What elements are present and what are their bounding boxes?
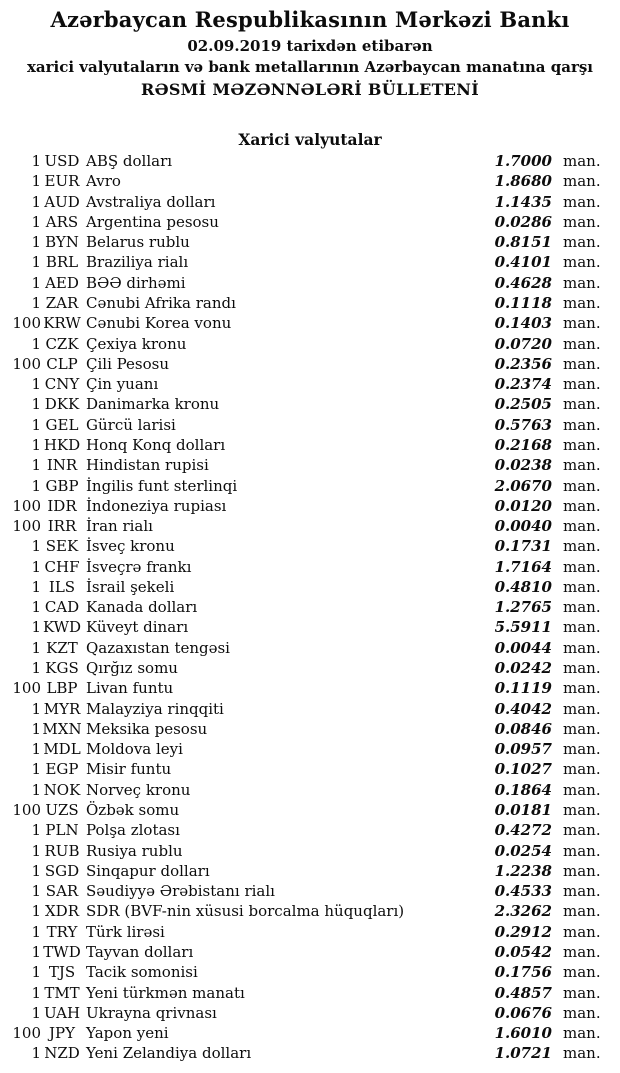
currency-name-cell: Yeni Zelandiya dolları bbox=[86, 1044, 252, 1063]
currency-name-cell: Özbək somu bbox=[86, 801, 180, 819]
currency-name-cell: İndoneziya rupiası bbox=[86, 496, 227, 515]
table-row bbox=[0, 415, 602, 435]
currency-name-cell: Çexiya kronu bbox=[86, 334, 187, 353]
currency-code-cell: AED bbox=[45, 273, 79, 292]
rate-value-cell: 0.0181 bbox=[494, 801, 552, 819]
currency-code-cell: INR bbox=[46, 456, 78, 475]
table-row bbox=[0, 496, 602, 516]
table-row bbox=[0, 1043, 602, 1063]
unit-label: man. bbox=[563, 293, 601, 312]
currency-name-cell: Yapon yeni bbox=[86, 1024, 169, 1043]
table-row bbox=[0, 374, 602, 394]
table-row bbox=[0, 516, 602, 536]
currency-name-cell: Malayziya rinqqiti bbox=[86, 699, 224, 718]
quantity-cell: 1 bbox=[31, 192, 41, 211]
currency-name-cell: Honq Konq dolları bbox=[86, 435, 226, 454]
quantity-cell: 1 bbox=[31, 882, 41, 901]
bulletin-subtitle: xarici valyutaların və bank metallarının Azərbaycan manatına qarşı bbox=[26, 58, 594, 76]
currency-code-cell: GBP bbox=[45, 476, 79, 495]
currency-name-cell: Avro bbox=[86, 172, 121, 191]
table-row bbox=[0, 861, 602, 881]
quantity-cell: 1 bbox=[31, 659, 41, 678]
currency-code-cell: HKD bbox=[43, 435, 81, 454]
quantity-cell: 100 bbox=[12, 679, 41, 698]
quantity-cell: 1 bbox=[31, 983, 41, 1002]
quantity-cell: 1 bbox=[31, 334, 41, 353]
rate-value-cell: 0.1118 bbox=[494, 293, 552, 312]
quantity-cell: 1 bbox=[31, 253, 41, 272]
quantity-cell: 1 bbox=[31, 537, 41, 556]
table-row bbox=[0, 983, 602, 1003]
unit-label: man. bbox=[563, 963, 601, 982]
currency-code-cell: ARS bbox=[45, 212, 79, 231]
unit-label: man. bbox=[563, 861, 601, 880]
quantity-cell: 1 bbox=[31, 821, 41, 840]
rate-value-cell: 0.0242 bbox=[494, 659, 552, 678]
rate-value-cell: 1.0721 bbox=[494, 1044, 552, 1063]
table-row bbox=[0, 638, 602, 658]
currency-name-cell: Avstraliya dolları bbox=[86, 192, 216, 211]
currency-code-cell: GEL bbox=[45, 415, 79, 434]
currency-name-cell: Sinqapur dolları bbox=[86, 861, 210, 880]
quantity-cell: 1 bbox=[31, 942, 41, 961]
currency-name-cell: İran rialı bbox=[86, 517, 153, 536]
table-row bbox=[0, 719, 602, 739]
unit-label: man. bbox=[563, 719, 601, 738]
quantity-cell: 1 bbox=[31, 963, 41, 982]
unit-label: man. bbox=[563, 618, 601, 637]
unit-label: man. bbox=[563, 638, 601, 657]
currency-code-cell: TMT bbox=[44, 983, 80, 1002]
currency-name-cell: Kanada dolları bbox=[86, 598, 198, 617]
quantity-cell: 100 bbox=[12, 1024, 41, 1043]
table-row bbox=[0, 334, 602, 354]
rate-value-cell: 0.2356 bbox=[494, 354, 552, 373]
currency-code-cell: CHF bbox=[44, 557, 80, 576]
currency-code-cell: MDL bbox=[43, 740, 81, 759]
rate-value-cell: 1.7000 bbox=[494, 152, 552, 170]
currency-name-cell: Küveyt dinarı bbox=[86, 618, 189, 637]
rate-value-cell: 0.4101 bbox=[494, 253, 552, 272]
currency-code-cell: PLN bbox=[45, 821, 79, 840]
rate-value-cell: 2.3262 bbox=[494, 902, 552, 921]
currency-name-cell: Argentina pesosu bbox=[86, 212, 219, 231]
currency-name-cell: Livan funtu bbox=[86, 679, 174, 698]
quantity-cell: 1 bbox=[31, 841, 41, 860]
table-row bbox=[0, 293, 602, 313]
rate-value-cell: 0.4857 bbox=[494, 983, 552, 1002]
quantity-cell: 1 bbox=[31, 719, 41, 738]
quantity-cell: 100 bbox=[12, 496, 41, 515]
table-row bbox=[0, 962, 602, 982]
unit-label: man. bbox=[563, 456, 601, 475]
rate-value-cell: 0.1731 bbox=[494, 537, 552, 556]
unit-label: man. bbox=[563, 801, 601, 819]
table-row bbox=[0, 678, 602, 698]
rate-value-cell: 0.0044 bbox=[494, 638, 552, 657]
rate-value-cell: 0.0957 bbox=[494, 740, 552, 759]
table-row bbox=[0, 820, 602, 840]
quantity-cell: 1 bbox=[31, 435, 41, 454]
currency-name-cell: SDR (BVF-nin xüsusi borcalma hüquqları) bbox=[86, 902, 405, 921]
quantity-cell: 1 bbox=[31, 760, 41, 779]
unit-label: man. bbox=[563, 983, 601, 1002]
currency-name-cell: Rusiya rublu bbox=[86, 841, 183, 860]
unit-label: man. bbox=[563, 314, 601, 333]
currency-name-cell: Çin yuanı bbox=[86, 375, 159, 394]
unit-label: man. bbox=[563, 1044, 601, 1063]
quantity-cell: 1 bbox=[31, 902, 41, 921]
unit-label: man. bbox=[563, 740, 601, 759]
unit-label: man. bbox=[563, 942, 601, 961]
table-row bbox=[0, 313, 602, 333]
rate-value-cell: 0.0238 bbox=[494, 456, 552, 475]
unit-label: man. bbox=[563, 395, 601, 414]
rate-value-cell: 0.4628 bbox=[494, 273, 552, 292]
unit-label: man. bbox=[563, 253, 601, 272]
table-row bbox=[0, 597, 602, 617]
rate-value-cell: 0.0040 bbox=[494, 517, 552, 536]
quantity-cell: 100 bbox=[12, 801, 41, 819]
quantity-cell: 100 bbox=[12, 354, 41, 373]
rate-value-cell: 1.2765 bbox=[494, 598, 552, 617]
rates-table bbox=[0, 151, 620, 1064]
rate-value-cell: 0.0676 bbox=[494, 1003, 552, 1022]
table-row bbox=[0, 557, 602, 577]
unit-label: man. bbox=[563, 902, 601, 921]
currency-code-cell: XDR bbox=[45, 902, 79, 921]
section-title-foreign-currencies: Xarici valyutalar bbox=[238, 130, 382, 149]
currency-name-cell: Braziliya rialı bbox=[86, 253, 189, 272]
quantity-cell: 1 bbox=[31, 152, 41, 170]
currency-code-cell: KZT bbox=[46, 638, 78, 657]
rate-value-cell: 1.6010 bbox=[494, 1024, 552, 1043]
currency-name-cell: Cənubi Afrika randı bbox=[86, 293, 236, 312]
rate-value-cell: 1.8680 bbox=[494, 172, 552, 191]
rate-value-cell: 0.4810 bbox=[494, 577, 552, 596]
unit-label: man. bbox=[563, 577, 601, 596]
unit-label: man. bbox=[563, 334, 601, 353]
unit-label: man. bbox=[563, 1003, 601, 1022]
rate-value-cell: 0.0542 bbox=[494, 942, 552, 961]
unit-label: man. bbox=[563, 841, 601, 860]
currency-code-cell: CAD bbox=[44, 598, 80, 617]
currency-code-cell: JPY bbox=[48, 1024, 75, 1043]
quantity-cell: 1 bbox=[31, 293, 41, 312]
unit-label: man. bbox=[563, 212, 601, 231]
currency-name-cell: Qazaxıstan tengəsi bbox=[86, 638, 230, 657]
table-row bbox=[0, 577, 602, 597]
rate-value-cell: 1.1435 bbox=[494, 192, 552, 211]
rate-value-cell: 0.1864 bbox=[494, 780, 552, 799]
currency-code-cell: EUR bbox=[44, 172, 80, 191]
rate-value-cell: 0.1027 bbox=[494, 760, 552, 779]
unit-label: man. bbox=[563, 172, 601, 191]
currency-name-cell: Cənubi Korea vonu bbox=[86, 314, 232, 333]
table-row bbox=[0, 1003, 602, 1023]
table-row bbox=[0, 942, 602, 962]
rate-value-cell: 0.2374 bbox=[494, 375, 552, 394]
table-row bbox=[0, 901, 602, 921]
unit-label: man. bbox=[563, 679, 601, 698]
rate-value-cell: 0.0254 bbox=[494, 841, 552, 860]
rate-value-cell: 0.4042 bbox=[494, 699, 552, 718]
quantity-cell: 1 bbox=[31, 395, 41, 414]
unit-label: man. bbox=[563, 233, 601, 252]
rate-value-cell: 0.8151 bbox=[494, 233, 552, 252]
currency-code-cell: AUD bbox=[44, 192, 80, 211]
quantity-cell: 100 bbox=[12, 314, 41, 333]
unit-label: man. bbox=[563, 557, 601, 576]
quantity-cell: 1 bbox=[31, 415, 41, 434]
currency-name-cell: Hindistan rupisi bbox=[86, 456, 209, 475]
currency-code-cell: KGS bbox=[45, 659, 79, 678]
currency-code-cell: LBP bbox=[46, 679, 78, 698]
currency-name-cell: Tacik somonisi bbox=[86, 963, 198, 982]
currency-code-cell: BRL bbox=[45, 253, 79, 272]
currency-name-cell: Moldova leyi bbox=[86, 740, 183, 759]
table-row bbox=[0, 1023, 602, 1043]
quantity-cell: 1 bbox=[31, 577, 41, 596]
currency-code-cell: TRY bbox=[46, 922, 78, 941]
currency-code-cell: TWD bbox=[43, 942, 81, 961]
rate-value-cell: 0.0120 bbox=[494, 496, 552, 515]
quantity-cell: 1 bbox=[31, 598, 41, 617]
unit-label: man. bbox=[563, 780, 601, 799]
quantity-cell: 1 bbox=[31, 780, 41, 799]
table-row bbox=[0, 435, 602, 455]
currency-name-cell: Səudiyyə Ərəbistanı rialı bbox=[86, 882, 275, 901]
table-row bbox=[0, 273, 602, 293]
currency-code-cell: CLP bbox=[46, 354, 78, 373]
quantity-cell: 1 bbox=[31, 557, 41, 576]
unit-label: man. bbox=[563, 537, 601, 556]
rate-value-cell: 0.4272 bbox=[494, 821, 552, 840]
rate-value-cell: 0.0286 bbox=[494, 212, 552, 231]
unit-label: man. bbox=[563, 273, 601, 292]
table-row bbox=[0, 800, 602, 820]
quantity-cell: 1 bbox=[31, 233, 41, 252]
currency-code-cell: ILS bbox=[48, 577, 76, 596]
currency-code-cell: IDR bbox=[47, 496, 77, 515]
rate-value-cell: 1.7164 bbox=[494, 557, 552, 576]
table-row bbox=[0, 151, 602, 171]
currency-name-cell: Tayvan dolları bbox=[86, 942, 194, 961]
currency-code-cell: UAH bbox=[43, 1003, 81, 1022]
currency-code-cell: ZAR bbox=[45, 293, 79, 312]
quantity-cell: 1 bbox=[31, 740, 41, 759]
unit-label: man. bbox=[563, 1024, 601, 1043]
rate-value-cell: 0.2505 bbox=[494, 395, 552, 414]
currency-name-cell: Danimarka kronu bbox=[86, 395, 220, 414]
currency-name-cell: Türk lirəsi bbox=[86, 922, 165, 941]
currency-code-cell: RUB bbox=[44, 841, 80, 860]
table-row bbox=[0, 171, 602, 191]
currency-code-cell: SAR bbox=[45, 882, 79, 901]
rate-value-cell: 2.0670 bbox=[494, 476, 552, 495]
rate-value-cell: 0.2168 bbox=[494, 435, 552, 454]
currency-name-cell: Misir funtu bbox=[86, 760, 172, 779]
table-row bbox=[0, 232, 602, 252]
rate-value-cell: 0.2912 bbox=[494, 922, 552, 941]
currency-code-cell: NOK bbox=[43, 780, 81, 799]
unit-label: man. bbox=[563, 922, 601, 941]
table-row bbox=[0, 455, 602, 475]
table-row bbox=[0, 192, 602, 212]
currency-code-cell: MXN bbox=[42, 719, 82, 738]
table-row bbox=[0, 881, 602, 901]
unit-label: man. bbox=[563, 435, 601, 454]
currency-name-cell: İsrail şekeli bbox=[86, 577, 175, 596]
unit-label: man. bbox=[563, 496, 601, 515]
quantity-cell: 1 bbox=[31, 375, 41, 394]
rate-value-cell: 0.5763 bbox=[494, 415, 552, 434]
table-row bbox=[0, 841, 602, 861]
currency-name-cell: Yeni türkmən manatı bbox=[86, 983, 245, 1002]
currency-name-cell: Çili Pesosu bbox=[86, 354, 170, 373]
currency-code-cell: CZK bbox=[45, 334, 79, 353]
unit-label: man. bbox=[563, 152, 601, 170]
currency-code-cell: KRW bbox=[43, 314, 81, 333]
currency-code-cell: BYN bbox=[45, 233, 79, 252]
currency-code-cell: IRR bbox=[47, 517, 77, 536]
table-row bbox=[0, 354, 602, 374]
currency-code-cell: CNY bbox=[44, 375, 80, 394]
unit-label: man. bbox=[563, 476, 601, 495]
currency-name-cell: Polşa zlotası bbox=[86, 821, 180, 840]
currency-code-cell: USD bbox=[44, 152, 80, 170]
table-row bbox=[0, 922, 602, 942]
currency-code-cell: UZS bbox=[45, 801, 79, 819]
table-row bbox=[0, 658, 602, 678]
currency-name-cell: Norveç kronu bbox=[86, 780, 191, 799]
rate-value-cell: 0.1119 bbox=[494, 679, 552, 698]
table-row bbox=[0, 617, 602, 637]
currency-code-cell: KWD bbox=[42, 618, 82, 637]
currency-name-cell: Gürcü larisi bbox=[86, 415, 176, 434]
currency-name-cell: Meksika pesosu bbox=[86, 719, 208, 738]
unit-label: man. bbox=[563, 821, 601, 840]
currency-name-cell: İsveç kronu bbox=[86, 537, 175, 556]
quantity-cell: 1 bbox=[31, 273, 41, 292]
rate-value-cell: 0.4533 bbox=[494, 882, 552, 901]
table-row bbox=[0, 252, 602, 272]
currency-name-cell: İngilis funt sterlinqi bbox=[86, 476, 238, 495]
quantity-cell: 100 bbox=[12, 517, 41, 536]
unit-label: man. bbox=[563, 760, 601, 779]
currency-name-cell: Qırğız somu bbox=[86, 659, 178, 678]
quantity-cell: 1 bbox=[31, 638, 41, 657]
unit-label: man. bbox=[563, 415, 601, 434]
quantity-cell: 1 bbox=[31, 1003, 41, 1022]
bulletin-title: RƏSMİ MƏZƏNNƏLƏRİ BÜLLETENİ bbox=[140, 80, 480, 99]
currency-name-cell: İsveçrə frankı bbox=[86, 557, 192, 576]
rate-value-cell: 0.0720 bbox=[494, 334, 552, 353]
rate-value-cell: 1.2238 bbox=[494, 861, 552, 880]
unit-label: man. bbox=[563, 699, 601, 718]
unit-label: man. bbox=[563, 598, 601, 617]
rate-value-cell: 5.5911 bbox=[494, 618, 552, 637]
quantity-cell: 1 bbox=[31, 861, 41, 880]
currency-name-cell: Ukrayna qrivnası bbox=[86, 1003, 217, 1022]
currency-code-cell: NZD bbox=[44, 1044, 80, 1063]
quantity-cell: 1 bbox=[31, 618, 41, 637]
quantity-cell: 1 bbox=[31, 172, 41, 191]
bank-name-title: Azərbaycan Respublikasının Mərkəzi Bankı bbox=[50, 7, 570, 32]
quantity-cell: 1 bbox=[31, 1044, 41, 1063]
table-row bbox=[0, 394, 602, 414]
currency-code-cell: MYR bbox=[43, 699, 81, 718]
quantity-cell: 1 bbox=[31, 212, 41, 231]
quantity-cell: 1 bbox=[31, 456, 41, 475]
unit-label: man. bbox=[563, 659, 601, 678]
currency-code-cell: EGP bbox=[45, 760, 79, 779]
quantity-cell: 1 bbox=[31, 699, 41, 718]
table-row bbox=[0, 212, 602, 232]
unit-label: man. bbox=[563, 354, 601, 373]
unit-label: man. bbox=[563, 517, 601, 536]
quantity-cell: 1 bbox=[31, 476, 41, 495]
currency-code-cell: SGD bbox=[44, 861, 80, 880]
rate-value-cell: 0.1403 bbox=[494, 314, 552, 333]
rate-value-cell: 0.0846 bbox=[494, 719, 552, 738]
currency-name-cell: BƏƏ dirhəmi bbox=[86, 273, 186, 292]
currency-code-cell: TJS bbox=[48, 963, 76, 982]
table-row bbox=[0, 739, 602, 759]
currency-name-cell: ABŞ dolları bbox=[86, 152, 173, 170]
currency-code-cell: SEK bbox=[45, 537, 79, 556]
currency-code-cell: DKK bbox=[44, 395, 80, 414]
rate-value-cell: 0.1756 bbox=[494, 963, 552, 982]
table-row bbox=[0, 476, 602, 496]
currency-name-cell: Belarus rublu bbox=[86, 233, 190, 252]
unit-label: man. bbox=[563, 375, 601, 394]
quantity-cell: 1 bbox=[31, 922, 41, 941]
unit-label: man. bbox=[563, 192, 601, 211]
table-row bbox=[0, 536, 602, 556]
table-row bbox=[0, 780, 602, 800]
effective-date: 02.09.2019 tarixdən etibarən bbox=[187, 37, 433, 55]
table-row bbox=[0, 699, 602, 719]
table-row bbox=[0, 759, 602, 779]
unit-label: man. bbox=[563, 882, 601, 901]
